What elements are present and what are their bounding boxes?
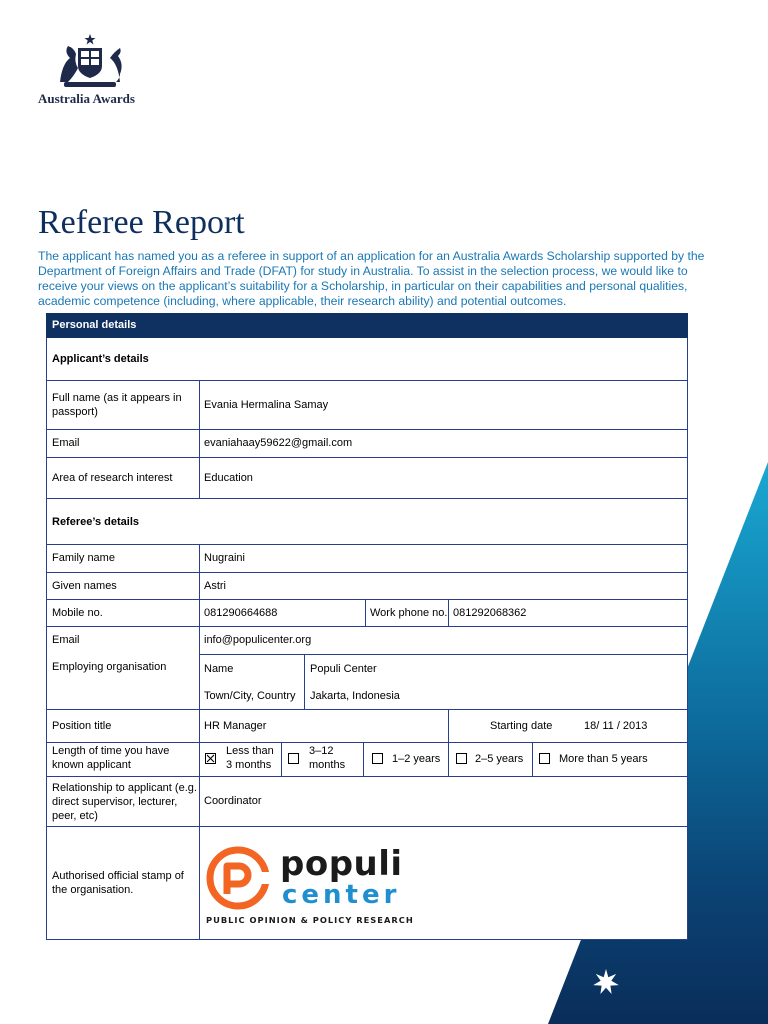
option-label: 2–5 years — [475, 753, 524, 765]
populi-p-mark-icon — [206, 846, 270, 910]
option-label: 3–12 — [309, 745, 334, 757]
form-header — [46, 313, 688, 338]
stamp-label-cont: the organisation. — [52, 884, 134, 896]
starting-date-value: 18/ 11 / 2013 — [584, 720, 648, 732]
intro-paragraph: The applicant has named you as a referee in support of an application for an Australia Awards Scholarship supported by the Department of Foreign Affairs and Trade (DFAT) for study in Australia. To assist in the selection process, we would like to receive your views on the applicant’s suitability for a Scholarship, in particular on their capabilities and personal qualities, academic competence (including, where applicable, their research ability) and potential outcomes. — [38, 249, 705, 308]
coat-of-arms-icon — [52, 32, 128, 90]
org-name-label: Name — [204, 663, 234, 675]
relationship-value: Coordinator — [204, 795, 262, 807]
stamp-word-populi: populi — [280, 844, 403, 884]
form-header-title: Personal details — [52, 319, 137, 331]
applicant-section-title: Applicant’s details — [52, 353, 149, 365]
option-label-cont: 3 months — [226, 759, 272, 771]
relationship-label: Relationship to applicant (e.g. — [52, 782, 197, 794]
stamp-tagline: PUBLIC OPINION & POLICY RESEARCH — [206, 915, 414, 925]
full-name-value: Evania Hermalina Samay — [204, 399, 329, 411]
family-name-label: Family name — [52, 552, 115, 564]
mobile-label: Mobile no. — [52, 607, 103, 619]
org-city-label: Town/City, Country — [204, 690, 296, 702]
checkbox-more-than-5-years[interactable] — [539, 753, 550, 764]
employing-org-label: Employing organisation — [52, 661, 167, 673]
work-phone-value: 081292068362 — [453, 607, 527, 619]
full-name-label-cont: passport) — [52, 406, 98, 418]
position-value: HR Manager — [204, 720, 267, 732]
referee-section-title: Referee’s details — [52, 516, 140, 528]
given-names-label: Given names — [52, 580, 117, 592]
work-phone-label: Work phone no. — [370, 607, 448, 619]
org-name-value: Populi Center — [310, 663, 377, 675]
position-label: Position title — [52, 720, 112, 732]
checked-x-icon — [206, 754, 215, 763]
stamp-word-center: center — [282, 880, 401, 910]
starting-date-label: Starting date — [490, 720, 553, 732]
checkbox-1-2-years[interactable] — [372, 753, 383, 764]
referee-email-value: info@populicenter.org — [204, 634, 312, 646]
option-label: Less than — [226, 745, 274, 757]
option-label-cont: months — [309, 759, 346, 771]
research-label: Area of research interest — [52, 472, 173, 484]
mobile-value: 081290664688 — [204, 607, 278, 619]
org-city-value: Jakarta, Indonesia — [310, 690, 400, 702]
checkbox-2-5-years[interactable] — [456, 753, 467, 764]
checkbox-3-12-months[interactable] — [288, 753, 299, 764]
length-label-cont: known applicant — [52, 759, 131, 771]
length-label: Length of time you have — [52, 745, 170, 757]
given-names-value: Astri — [204, 580, 226, 592]
logo-text: Australia Awards — [38, 91, 135, 106]
checkbox-less-than-3-months[interactable] — [205, 753, 216, 764]
populi-center-logo — [206, 844, 414, 928]
option-label: 1–2 years — [392, 753, 441, 765]
full-name-label: Full name (as it appears in — [52, 392, 182, 404]
applicant-email-value: evaniahaay59622@gmail.com — [204, 437, 353, 449]
referee-email-label: Email — [52, 634, 80, 646]
page-title: Referee Report — [38, 204, 245, 241]
applicant-email-label: Email — [52, 437, 80, 449]
relationship-label-cont: direct supervisor, lecturer, — [52, 796, 178, 808]
stamp-label: Authorised official stamp of — [52, 870, 184, 882]
family-name-value: Nugraini — [204, 552, 245, 564]
research-value: Education — [204, 472, 253, 484]
relationship-label-cont: peer, etc) — [52, 810, 98, 822]
option-label: More than 5 years — [559, 753, 648, 765]
star-icon — [592, 968, 620, 996]
